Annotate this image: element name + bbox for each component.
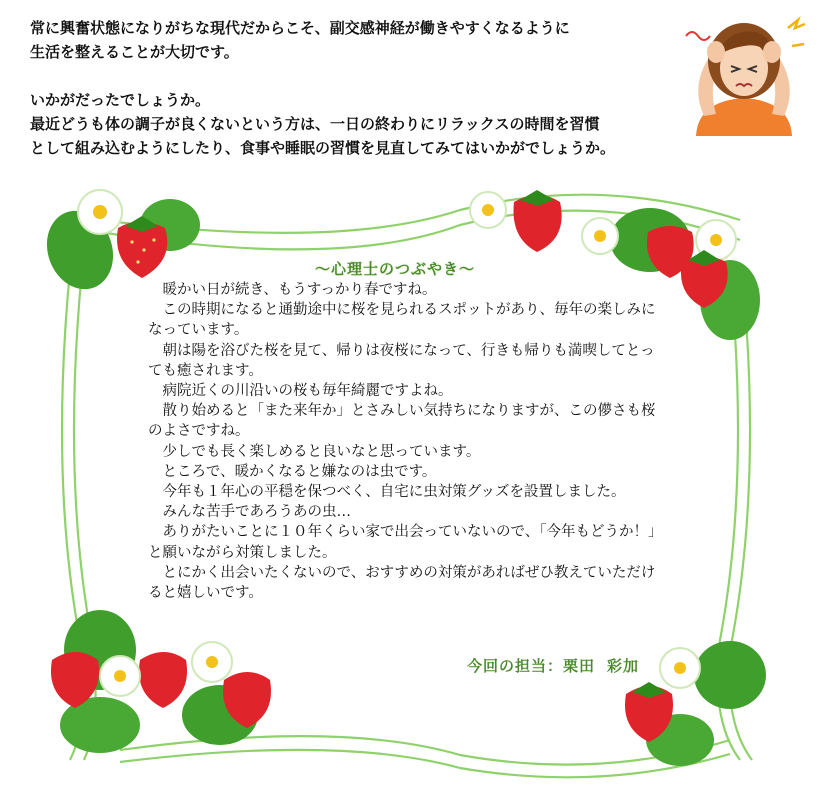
column-paragraph: この時期になると通勤途中に桜を見られるスポットがあり、毎年の楽しみになっています。 xyxy=(148,302,656,339)
intro-line: 常に興奮状態になりがちな現代だからこそ、副交感神経が働きやすくなるように xyxy=(30,19,570,37)
column-body xyxy=(148,280,663,603)
stressed-woman-illustration xyxy=(676,6,811,136)
intro-text xyxy=(30,16,690,160)
column-title: ～心理士のつぶやき～ xyxy=(315,260,476,278)
intro-line: として組み込むようにしたり、食事や睡眠の習慣を見直してみてはいかがでしょうか。 xyxy=(30,139,616,157)
intro-line: 最近どうも体の調子が良くないという方は、一日の終わりにリラックスの時間を習慣 xyxy=(30,115,600,133)
column-paragraph: 今年も１年心の平穏を保つべく、自宅に虫対策グッズを設置しました。 xyxy=(162,484,626,501)
column-paragraph: 散り始めると「また来年か」とさみしい気持ちになりますが、この儚さも桜のよさですね。 xyxy=(148,403,656,440)
author-credit xyxy=(467,655,639,676)
strawberry-cluster-bottom-left xyxy=(51,610,271,753)
author-label: 今回の担当：栗田 xyxy=(467,657,596,675)
column-paragraph: 暖かい日が続き、もうすっかり春ですね。 xyxy=(162,282,437,298)
column-paragraph: とにかく出会いたくないので、おすすめの対策があればぜひ教えていただけると嬉しいです。 xyxy=(148,564,656,602)
column-paragraph: ありがたいことに１０年くらい家で出会っていないので、「今年もどうか！」と願いながら対策しました。 xyxy=(148,524,663,561)
column-paragraph: ところで、暖かくなると嫌なのは虫です。 xyxy=(162,463,437,480)
author-given-name: 彩加 xyxy=(607,657,640,675)
intro-line: いかがだったでしょうか。 xyxy=(30,91,211,109)
column-paragraph: みんな苦手であろうあの虫… xyxy=(162,504,351,521)
intro-line: 生活を整えることが大切です。 xyxy=(30,43,239,61)
column-paragraph: 朝は陽を浴びた桜を見て、帰りは夜桜になって、行きも帰りも満喫してとっても癒されます。 xyxy=(148,342,655,379)
column-paragraph: 病院近くの川沿いの桜も毎年綺麗ですよね。 xyxy=(162,383,453,400)
column-paragraph: 少しでも長く楽しめると良いなと思っています。 xyxy=(162,443,481,460)
